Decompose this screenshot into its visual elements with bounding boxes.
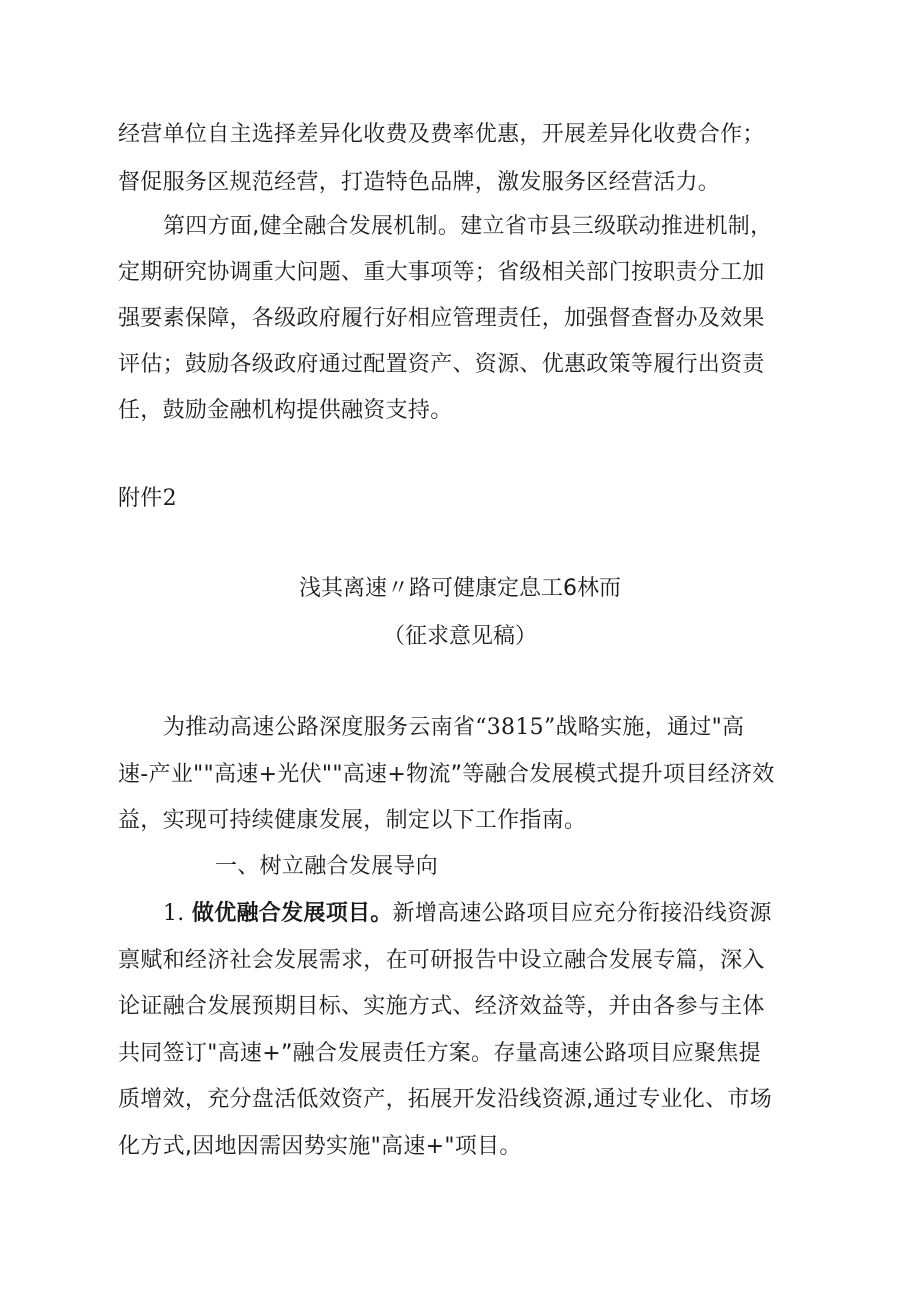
section-heading: 一、树立融合发展导向: [215, 854, 439, 879]
item1-para-line: 共同签订"高速+”融合发展责任方案。存量高速公路项目应聚焦提: [118, 1041, 761, 1066]
item1-para-line: 禀赋和经济社会发展需求，在可研报告中设立融合发展专篇，深入: [118, 948, 765, 973]
item-bold-title: 做优融合发展项目。: [191, 901, 393, 926]
document-subtitle: （征求意见稿）: [382, 624, 537, 649]
item-number: 1.: [163, 901, 185, 926]
fourth-aspect-para-line: 强要素保障，各级政府履行好相应管理责任，加强督查督办及效果: [118, 306, 765, 331]
attachment-label: 附件2: [118, 486, 177, 511]
document-title: 浅其离速〃路可健康定息工6林而: [299, 576, 621, 601]
item1-para-line: 质增效，充分盘活低效资产，拓展开发沿线资源,通过专业化、市场: [118, 1087, 772, 1112]
item1-para-line: 论证融合发展预期目标、实施方式、经济效益等，并由各参与主体: [118, 994, 765, 1019]
fourth-aspect-para-line: 定期研究协调重大问题、重大事项等；省级相关部门按职责分工加: [118, 260, 765, 285]
fourth-aspect-para-line: 任，鼓励金融机构提供融资支持。: [118, 398, 453, 423]
intro-para-line: [163, 713, 744, 743]
prev-text-line: 经营单位自主选择差异化收费及费率优惠，开展差异化收费合作；: [118, 122, 765, 147]
strategy-number: “3815”: [475, 715, 556, 740]
intro-para-line: 益，实现可持续健康发展，制定以下工作指南。: [118, 808, 587, 833]
fourth-aspect-para-line: 第四方面,健全融合发展机制。建立省市县三级联动推进机制，: [163, 214, 773, 239]
fourth-aspect-para-line: 评估；鼓励各级政府通过配置资产、资源、优惠政策等履行出资责: [118, 352, 765, 377]
intro-para-line: 速-产业""高速+光伏""高速+物流”等融合发展模式提升项目经济效: [118, 762, 775, 787]
intro-text: 为推动高速公路深度服务云南省: [163, 715, 476, 740]
intro-text: 战略实施，通过"高: [555, 715, 745, 740]
prev-text-line: 督促服务区规范经营，打造特色品牌，激发服务区经营活力。: [118, 170, 721, 195]
item1-para-line: [163, 899, 772, 929]
item-text: 新增高速公路项目应充分衔接沿线资源: [392, 901, 772, 926]
item1-para-line: 化方式,因地因需因势实施"高速+"项目。: [118, 1134, 522, 1159]
